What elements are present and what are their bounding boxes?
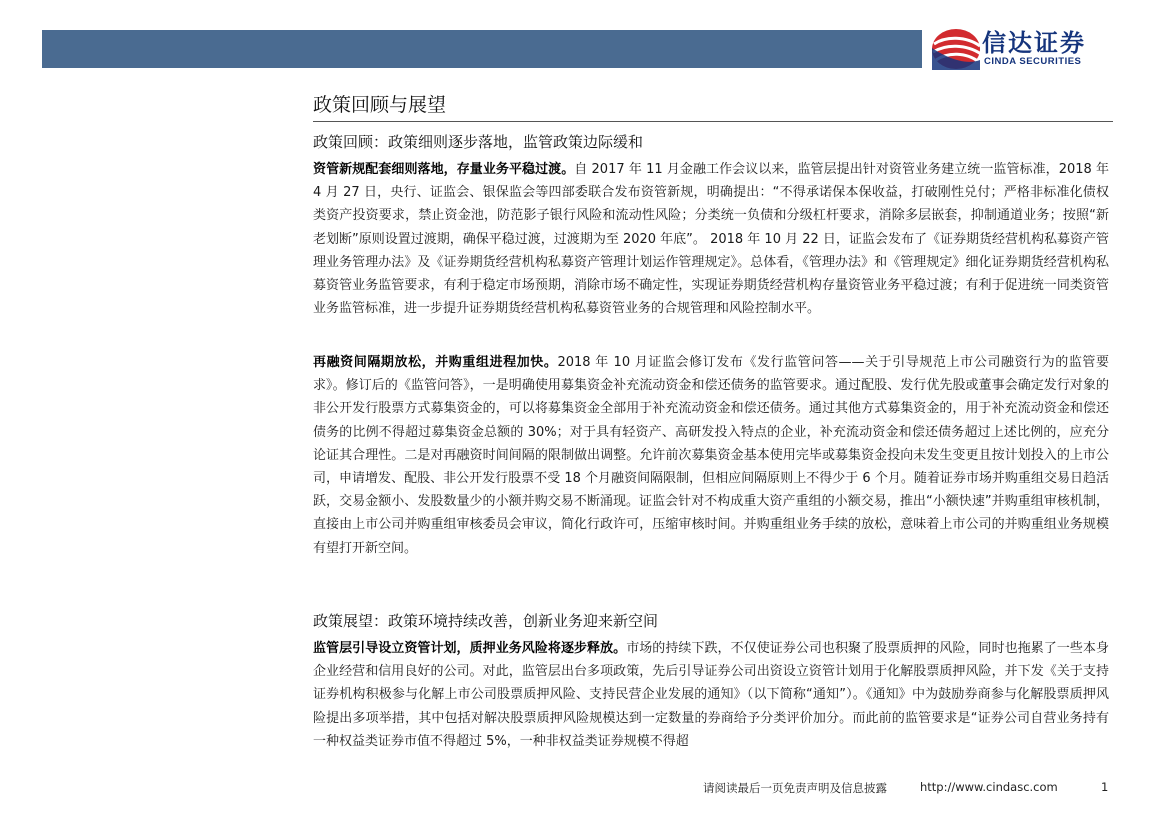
- brand-name-cn: 信达证券: [982, 29, 1086, 57]
- section-heading-outlook: 政策展望：政策环境持续改善，创新业务迎来新空间: [313, 612, 659, 630]
- section-heading-review: 政策回顾：政策细则逐步落地，监管政策边际缓和: [313, 133, 644, 151]
- cinda-logo-icon: [930, 26, 982, 72]
- brand-logo: [930, 26, 1130, 72]
- paragraph-refinancing: [313, 351, 1109, 560]
- paragraph-body: 自 2017 年 11 月金融工作会议以来，监管层提出针对资管业务建立统一监管标准，2018 年 4 月 27 日，央行、证监会、银保监会等四部委联合发布资管新规，明确提出：“不得承诺保本保收益，打破刚性兑付；严格非标准化债权类资产投资要求，禁止资金池，防范影子银行风险和流动性风险；分类统一负债和分级杠杆要求，消除多层嵌套，抑制通道业务；按照“新老划断”原则设置过渡期，确保平稳过渡，过渡期为至 2020 年底”。 2018 年 10 月 22 日，证监会发布了《证券期货经营机构私募资产管理业务管理办法》及《证券期货经营机构私募资产管理计划运作管理规定》。总体看，《管理办法》和《管理规定》细化证券期货经营机构私募资管业务监管要求，有利于稳定市场预期，消除市场不确定性，实现证券期货经营机构存量资管业务平稳过渡；有利于促进统一同类资管业务监管标准，进一步提升证券期货经营机构私募资管业务的合规管理和风险控制水平。: [313, 162, 1109, 317]
- paragraph-lead: 再融资间隔期放松，并购重组进程加快。: [313, 355, 558, 370]
- paragraph-body: 市场的持续下跌，不仅使证券公司也积聚了股票质押的风险，同时也拖累了一些本身企业经营和信用良好的公司。对此，监管层出台多项政策，先后引导证券公司出资设立资管计划用于化解股票质押风险，并下发《关于支持证券机构积极参与化解上市公司股票质押风险、支持民营企业发展的通知》（以下简称“通知”）。《通知》中为鼓励券商参与化解股票质押风险提出多项举措，其中包括对解决股票质押风险规模达到一定数量的券商给予分类评价加分。而此前的监管要求是“证券公司自营业务持有一种权益类证券市值不得超过 5%，一种非权益类证券规模不得超: [313, 641, 1109, 749]
- header-bar: [42, 30, 922, 68]
- paragraph-body: 2018 年 10 月证监会修订发布《发行监管问答——关于引导规范上市公司融资行为的监管要求》。修订后的《监管问答》，一是明确使用募集资金补充流动资金和偿还债务的监管要求。通过配股、发行优先股或董事会确定发行对象的非公开发行股票方式募集资金的，可以将募集资金全部用于补充流动资金和偿还债务。通过其他方式募集资金的，用于补充流动资金和偿还债务的比例不得超过募集资金总额的 30%；对于具有轻资产、高研发投入特点的企业，补充流动资金和偿还债务超过上述比例的，应充分论证其合理性。二是对再融资时间间隔的限制做出调整。允许前次募集资金基本使用完毕或募集资金投向未发生变更且按计划投入的上市公司，申请增发、配股、非公开发行股票不受 18 个月融资间隔限制，但相应间隔原则上不得少于 6 个月。随着证券市场并购重组交易日趋活跃，交易金额小、发股数量少的小额并购交易不断涌现。证监会针对不构成重大资产重组的小额交易，推出“小额快速”并购重组审核机制，直接由上市公司并购重组审核委员会审议，简化行政许可，压缩审核时间。并购重组业务手续的放松，意味着上市公司的并购重组业务规模有望打开新空间。: [313, 355, 1109, 556]
- paragraph-asset-management: [313, 158, 1109, 320]
- paragraph-pledge: [313, 637, 1109, 753]
- page-number: 1: [1101, 780, 1109, 794]
- paragraph-lead: 资管新规配套细则落地，存量业务平稳过渡。: [313, 162, 575, 177]
- footer-disclaimer: 请阅读最后一页免责声明及信息披露: [703, 781, 887, 795]
- paragraph-lead: 监管层引导设立资管计划，质押业务风险将逐步释放。: [313, 641, 627, 656]
- brand-name-en: CINDA SECURITIES: [984, 56, 1082, 67]
- footer-website-link[interactable]: http://www.cindasc.com: [920, 780, 1058, 794]
- page-title: 政策回顾与展望: [313, 93, 1113, 122]
